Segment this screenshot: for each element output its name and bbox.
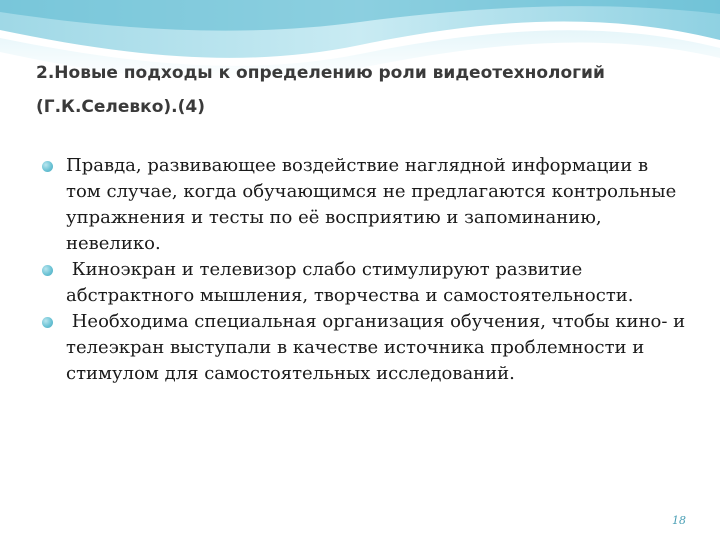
bullet-item: [36, 153, 686, 257]
bullet-item: [36, 309, 691, 387]
bullet-dot-icon: [42, 317, 53, 328]
bullet-text: Необходима специальная организация обучения, чтобы кино- и телеэкран выступали в качестве источника проблемности и стимулом для самостоятельных исследований.: [66, 311, 691, 384]
bullet-dot-icon: [42, 161, 53, 172]
bullet-dot-icon: [42, 265, 53, 276]
bullet-text: Киноэкран и телевизор слабо стимулируют развитие абстрактного мышления, творчества и самостоятельности.: [66, 259, 634, 306]
slide-title: [36, 56, 696, 124]
page-number: 18: [672, 514, 686, 527]
bullet-item: [36, 257, 686, 309]
bullet-text: Правда, развивающее воздействие наглядной информации в том случае, когда обучающимся не предлагаются контрольные упражнения и тесты по её восприятию и запоминанию, невелико.: [66, 155, 677, 254]
bullet-list: [36, 153, 691, 387]
slide-title-line-1: 2.Новые подходы к определению роли видеотехнологий: [36, 63, 605, 83]
slide-title-line-2: (Г.К.Селевко).(4): [36, 97, 205, 117]
